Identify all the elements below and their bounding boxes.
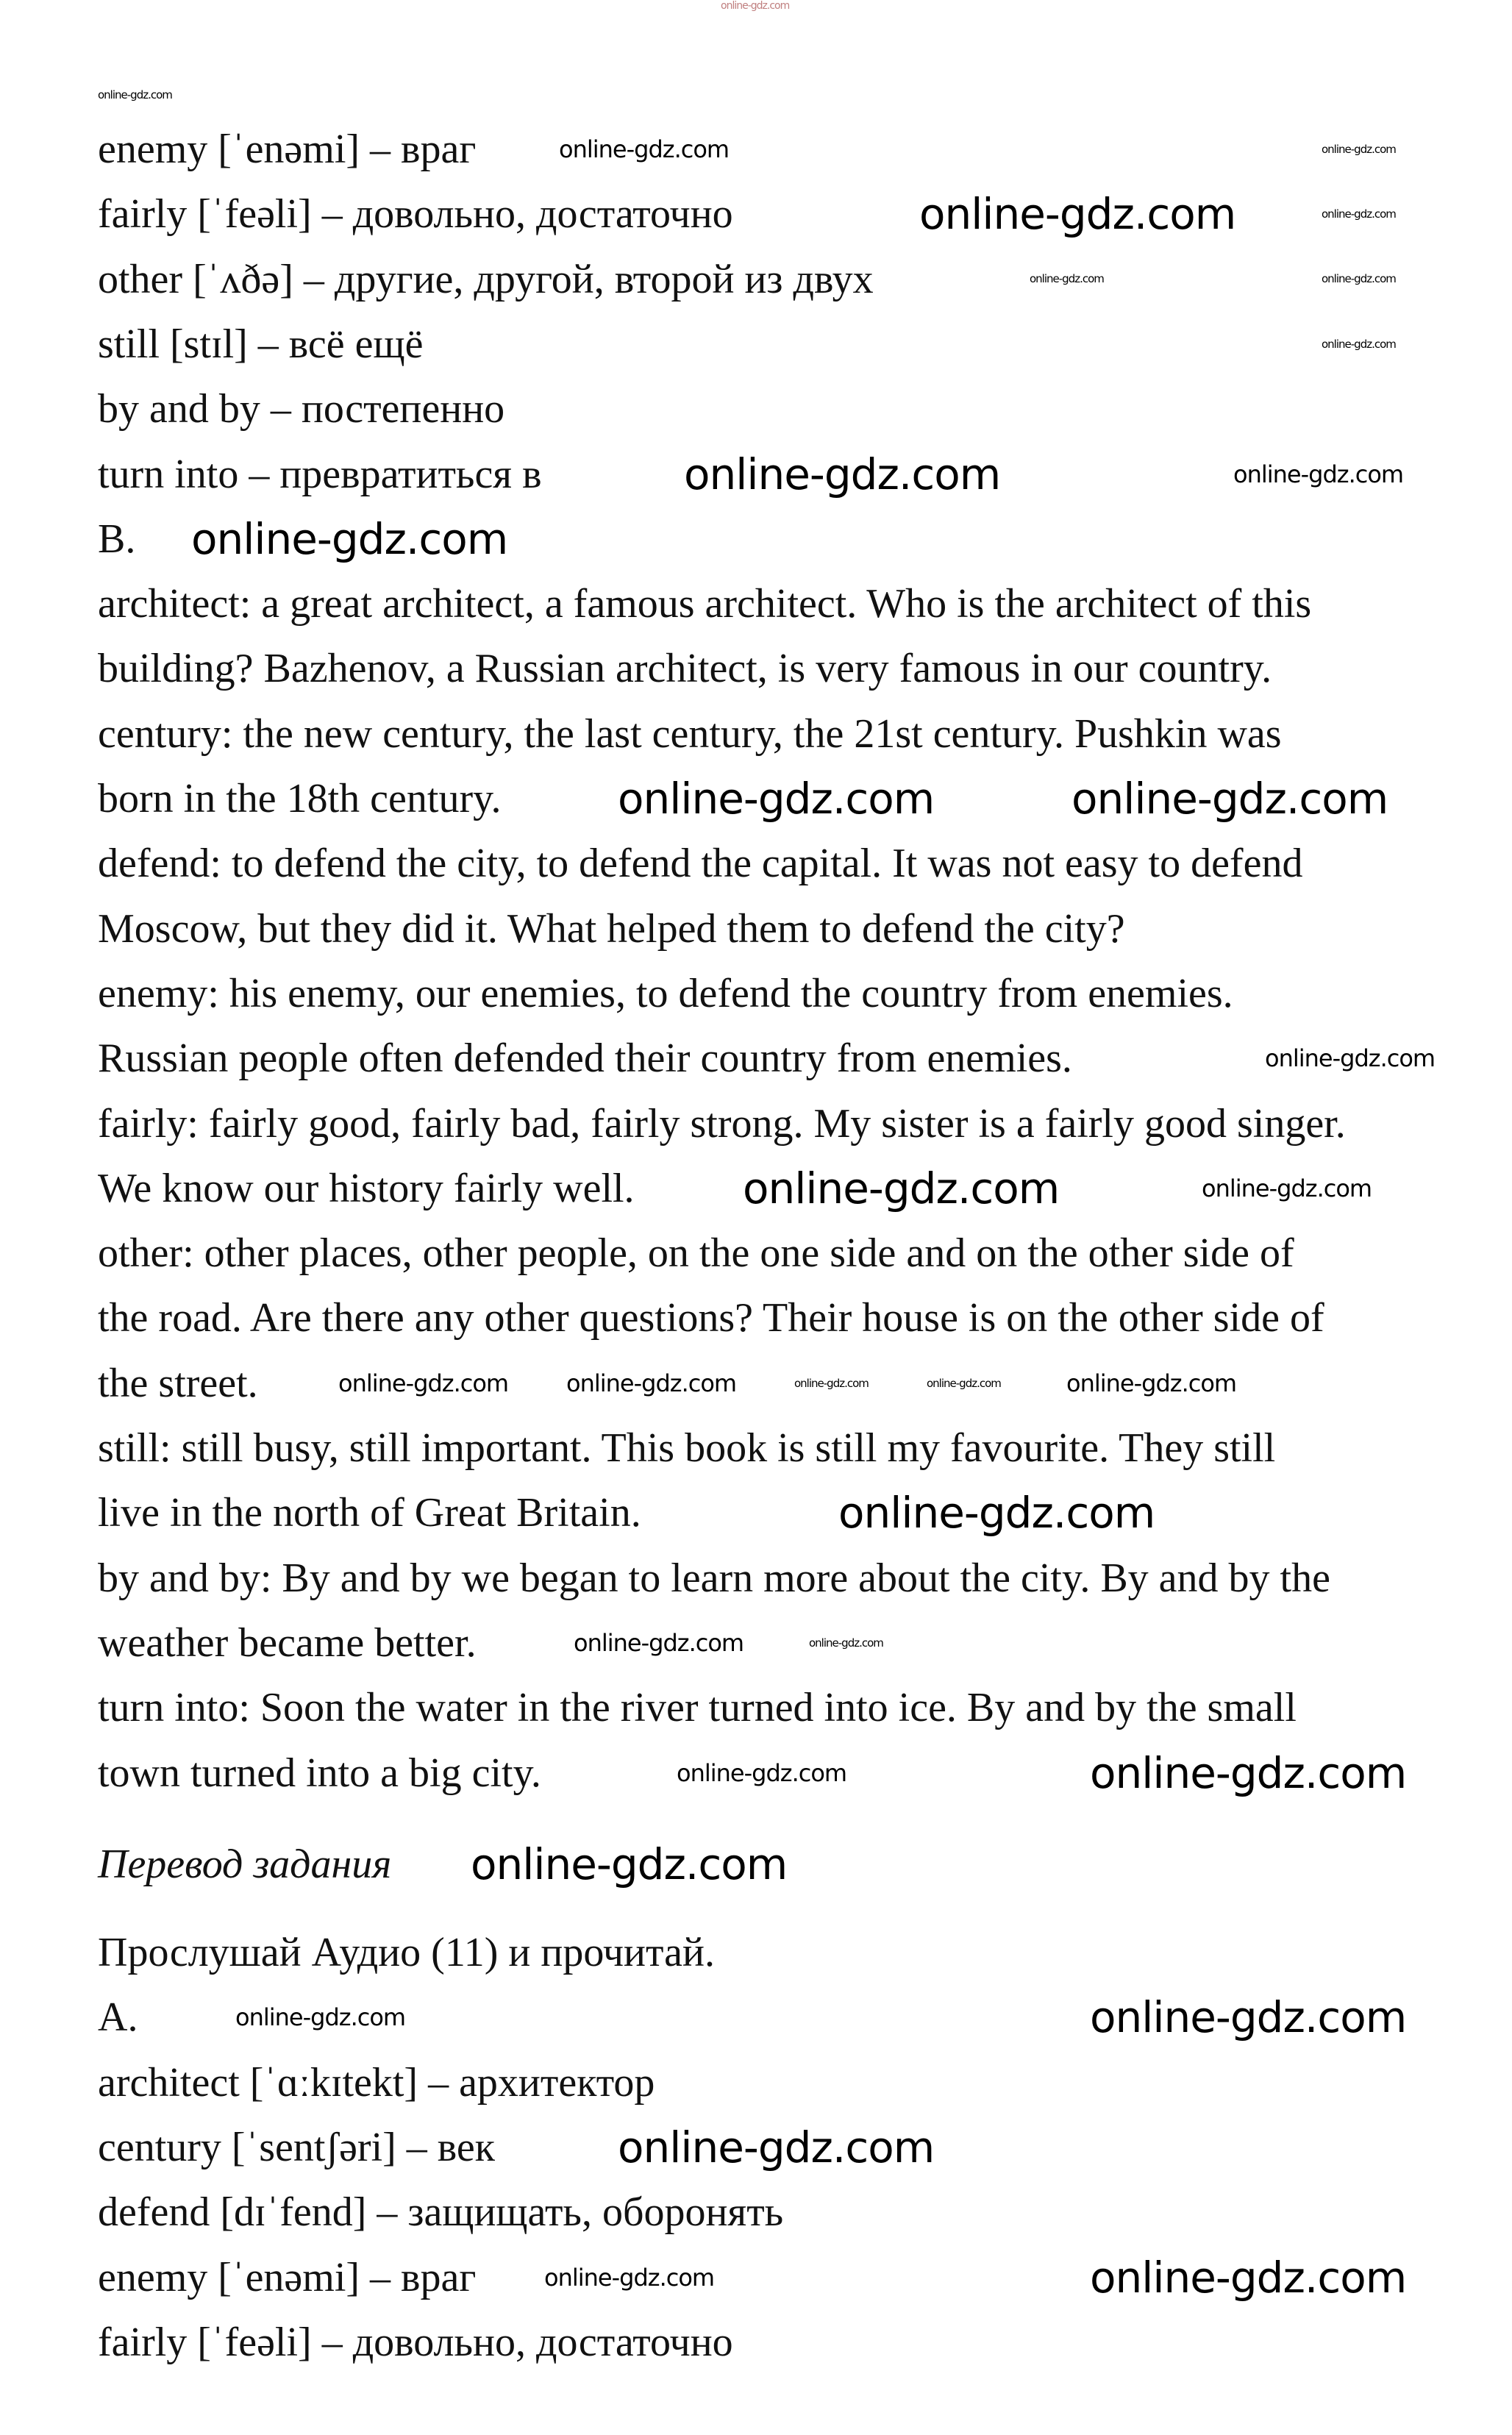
watermark: online-gdz.com — [1090, 1992, 1407, 2042]
watermark: online-gdz.com — [743, 1163, 1060, 1213]
text-line: turn into – превратиться в — [98, 451, 542, 497]
text-line: A. — [98, 1994, 138, 2041]
text-line: B. — [98, 516, 136, 562]
watermark: online-gdz.com — [618, 774, 935, 824]
text-line: enemy [ˈenəmi] – враг — [98, 2254, 477, 2300]
text-line: architect: a great architect, a famous architect. Who is the architect of this — [98, 581, 1312, 627]
watermark: online-gdz.com — [1265, 1044, 1436, 1072]
watermark: online-gdz.com — [1090, 1748, 1407, 1798]
watermark: online-gdz.com — [809, 1636, 883, 1650]
watermark: online-gdz.com — [235, 2003, 406, 2031]
text-line: enemy [ˈenəmi] – враг — [98, 126, 477, 172]
translation-heading: Перевод задания — [98, 1842, 392, 1887]
watermark: online-gdz.com — [1322, 143, 1396, 156]
watermark: online-gdz.com — [1071, 774, 1388, 824]
watermark: online-gdz.com — [677, 1759, 847, 1787]
watermark: online-gdz.com — [794, 1377, 869, 1390]
watermark: online-gdz.com — [191, 514, 508, 564]
watermark: online-gdz.com — [618, 2122, 935, 2172]
watermark: online-gdz.com — [544, 2264, 715, 2292]
watermark: online-gdz.com — [559, 135, 730, 163]
watermark: online-gdz.com — [1322, 207, 1396, 221]
text-line: defend [dɪˈfend] – защищать, оборонять — [98, 2189, 784, 2236]
text-line: century [ˈsentʃəri] – век — [98, 2124, 495, 2170]
text-line: Moscow, but they did it. What helped them to defend the city? — [98, 905, 1125, 952]
text-line: fairly [ˈfeəli] – довольно, достаточно — [98, 191, 733, 238]
watermark: online-gdz.com — [1090, 2253, 1407, 2303]
text-line: other: other places, other people, on the one side and on the other side of — [98, 1230, 1294, 1277]
text-line: still: still busy, still important. This book is still my favourite. They still — [98, 1425, 1276, 1471]
watermark: online-gdz.com — [684, 449, 1001, 499]
text-line: We know our history fairly well. — [98, 1165, 635, 1211]
text-line: by and by – постепенно — [98, 386, 505, 432]
text-line: other [ˈʌðə] – другие, другой, второй из двух — [98, 256, 874, 302]
watermark: online-gdz.com — [338, 1369, 509, 1397]
text-line: defend: to defend the city, to defend the capital. It was not easy to defend — [98, 841, 1303, 887]
watermark: online-gdz.com — [1030, 272, 1104, 285]
text-line: fairly [ˈfeəli] – довольно, достаточно — [98, 2319, 733, 2365]
watermark: online-gdz.com — [1233, 460, 1404, 488]
text-line: still [stɪl] – всё ещё — [98, 321, 424, 367]
text-line: architect [ˈɑːkɪtekt] – архитектор — [98, 2059, 655, 2106]
text-line: born in the 18th century. — [98, 776, 502, 821]
text-line: turn into: Soon the water in the river turned into ice. By and by the small — [98, 1685, 1297, 1731]
text-line: building? Bazhenov, a Russian architect, is very famous in our country. — [98, 646, 1272, 692]
watermark: online-gdz.com — [1322, 272, 1396, 285]
text-line: weather became better. — [98, 1619, 477, 1666]
text-line: town turned into a big city. — [98, 1750, 541, 1796]
watermark: online-gdz.com — [98, 88, 172, 101]
text-line: enemy: his enemy, our enemies, to defend the country from enemies. — [98, 970, 1233, 1016]
watermark: online-gdz.com — [721, 0, 790, 12]
watermark: online-gdz.com — [1202, 1174, 1372, 1202]
watermark: online-gdz.com — [927, 1377, 1001, 1390]
watermark: online-gdz.com — [1322, 338, 1396, 351]
text-line: Russian people often defended their country from enemies. — [98, 1035, 1072, 1082]
text-line: by and by: By and by we began to learn more about the city. By and by the — [98, 1555, 1330, 1601]
text-line: the street. — [98, 1360, 258, 1406]
text-line: Прослушай Аудио (11) и прочитай. — [98, 1930, 715, 1975]
text-line: fairly: fairly good, fairly bad, fairly strong. My sister is a fairly good singer. — [98, 1100, 1346, 1147]
watermark: online-gdz.com — [574, 1629, 744, 1657]
watermark: online-gdz.com — [919, 189, 1236, 239]
text-line: live in the north of Great Britain. — [98, 1490, 641, 1536]
text-line: century: the new century, the last century, the 21st century. Pushkin was — [98, 710, 1282, 757]
watermark: online-gdz.com — [566, 1369, 737, 1397]
watermark: online-gdz.com — [838, 1488, 1155, 1538]
watermark: online-gdz.com — [471, 1839, 788, 1889]
watermark: online-gdz.com — [1066, 1369, 1237, 1397]
text-line: the road. Are there any other questions? Their house is on the other side of — [98, 1295, 1324, 1341]
